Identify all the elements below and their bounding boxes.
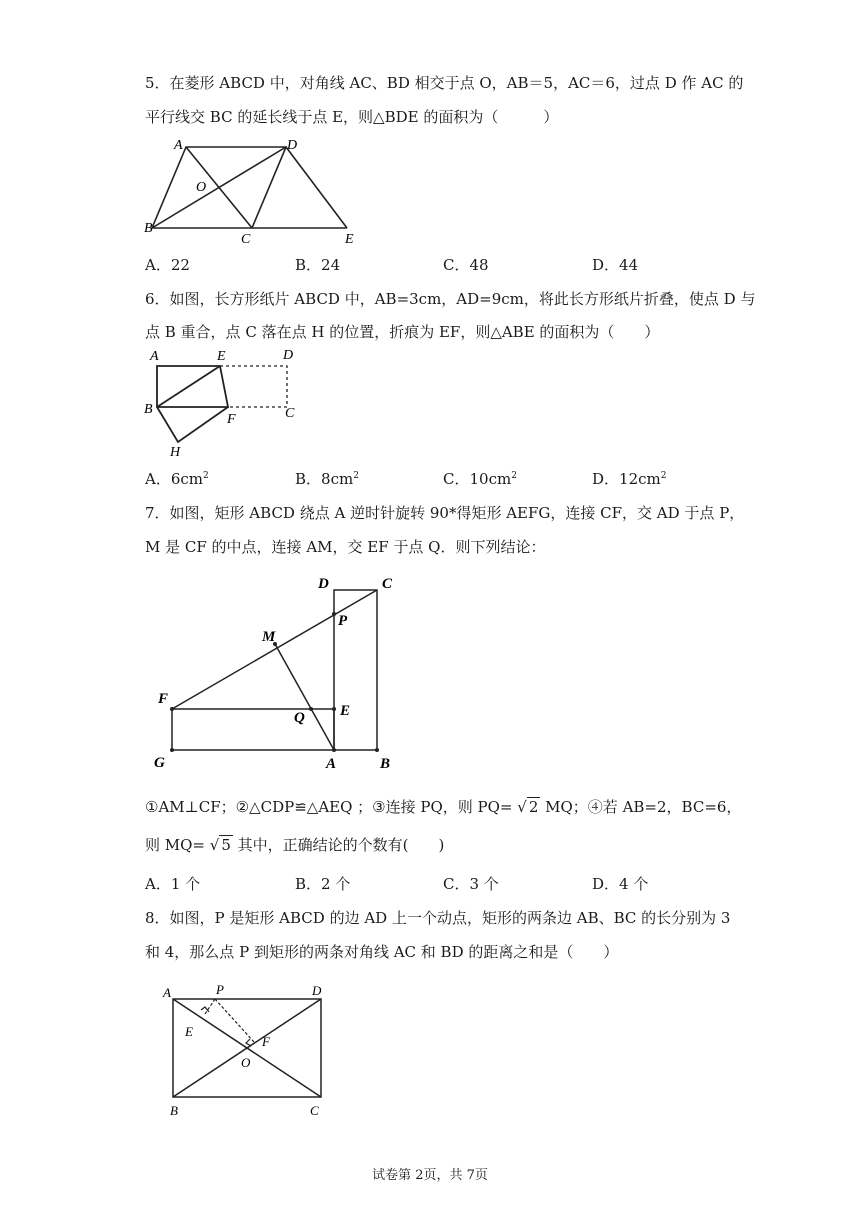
q7-point-b (375, 748, 379, 752)
q7-conclusions-line1: ①AM⊥CF；②△CDP≌△AEQ ；③连接 PQ，则 PQ= √ 2 MQ；④若 AB=2，BC=6， (145, 798, 742, 816)
q6-stem-line2: 点 B 重合，点 C 落在点 H 的位置，折痕为 EF，则△ABE 的面积为（ ） (145, 323, 660, 341)
sqrt-symbol: √ (209, 836, 220, 854)
q7-stem-line2: M 是 CF 的中点，连接 AM，交 EF 于点 Q．则下列结论： (145, 538, 546, 556)
q5-diagonal-bd (152, 147, 286, 228)
q5-option-b[interactable]: B．24 (295, 256, 341, 274)
q7-label-a: A (326, 756, 337, 772)
q5-line-de (286, 147, 347, 228)
q5-label-d: D (287, 138, 298, 153)
page-footer: 试卷第 2页，共 7页 (372, 1168, 488, 1183)
q7-stem-line1: 7．如图，矩形 ABCD 绕点 A 逆时针旋转 90*得矩形 AEFG，连接 CF，交 AD 于点 P， (145, 504, 745, 522)
q7-label-p: P (338, 613, 348, 629)
q5-label-c: C (241, 232, 251, 247)
q7-label-c: C (382, 576, 393, 592)
q8-label-p: P (216, 982, 224, 997)
q5-stem-line2: 平行线交 BC 的延长线于点 E，则△BDE 的面积为（ ） (145, 108, 559, 126)
q8-label-c: C (310, 1103, 319, 1118)
q6-option-c[interactable]: C．$10cm^2$ (443, 470, 517, 488)
q7-option-d[interactable]: D．4 个 (592, 875, 649, 893)
q5-option-a[interactable]: A．22 (145, 256, 190, 274)
q6-line-be (157, 366, 220, 407)
q7-line-cf (172, 590, 377, 709)
q8-right-angle-f (246, 1039, 251, 1046)
q5-label-o: O (196, 180, 207, 195)
q8-dashed-pe (205, 999, 215, 1014)
q7-conclusions-line2: 则 MQ= √ 5 其中，正确结论的个数有( ) (145, 836, 445, 854)
q7-point-a (332, 748, 336, 752)
q8-label-f: F (262, 1034, 270, 1049)
q6-label-d: D (283, 348, 294, 363)
q5-label-e: E (345, 232, 354, 247)
q5-label-a: A (174, 138, 183, 153)
q7-rect-aefg (172, 709, 334, 750)
q6-stem-line1: 6．如图，长方形纸片 ABCD 中，AB=3cm，AD=9cm，将此长方形纸片折叠，使点 D 与 (145, 290, 756, 308)
q6-label-f: F (227, 412, 236, 427)
q8-stem-line1: 8．如图，P 是矩形 ABCD 的边 AD 上一个动点，矩形的两条边 AB、BC 的长分别为 3 (145, 909, 731, 927)
q5-label-b: B (144, 221, 153, 236)
q8-label-o: O (241, 1055, 251, 1070)
q8-label-b: B (170, 1103, 178, 1118)
q8-label-d: D (312, 983, 322, 998)
q5-rhombus-figure (140, 135, 370, 250)
q7-point-f (170, 707, 174, 711)
q8-stem-line2: 和 4，那么点 P 到矩形的两条对角线 AC 和 BD 的距离之和是（ ） (145, 943, 619, 961)
q6-label-h: H (170, 445, 181, 460)
q7-point-p (332, 612, 336, 616)
q5-option-d[interactable]: D．44 (592, 256, 639, 274)
q7-option-b[interactable]: B．2 个 (295, 875, 351, 893)
q5-option-c[interactable]: C．48 (443, 256, 489, 274)
q7-option-a[interactable]: A．1 个 (145, 875, 201, 893)
q6-label-e: E (217, 349, 226, 364)
q6-option-d[interactable]: D．$12cm^2$ (592, 470, 667, 488)
q7-label-g: G (154, 755, 165, 771)
q7-label-f: F (158, 691, 169, 707)
q7-label-m: M (262, 629, 276, 645)
sqrt-symbol: √ (517, 798, 527, 816)
q6-option-b[interactable]: B．$8cm^2$ (295, 470, 359, 488)
q7-option-c[interactable]: C．3 个 (443, 875, 499, 893)
q6-dashed-original-edge (220, 366, 287, 407)
q5-stem-line1: 5．在菱形 ABCD 中，对角线 AC、BD 相交于点 O，AB＝5，AC＝6，过点 D 作 AC 的 (145, 74, 744, 92)
q8-label-a: A (163, 985, 171, 1000)
q7-point-g (170, 748, 174, 752)
q8-dashed-pf (215, 999, 254, 1042)
q7-rotated-rectangle-figure (150, 570, 410, 775)
q7-point-e (332, 707, 336, 711)
q6-label-c: C (285, 406, 295, 421)
q7-point-q (309, 707, 313, 711)
q6-option-a[interactable]: A．$6cm^2$ (145, 470, 209, 488)
q6-label-a: A (150, 349, 159, 364)
q7-label-e: E (340, 703, 351, 719)
q8-label-e: E (185, 1024, 193, 1039)
q7-label-q: Q (294, 710, 305, 726)
q6-flap-bhf (157, 407, 228, 442)
q7-label-d: D (318, 576, 329, 592)
q6-label-b: B (144, 402, 153, 417)
q8-rectangle-figure (158, 982, 338, 1122)
q7-label-b: B (380, 756, 391, 772)
q6-folded-rectangle-figure (140, 345, 310, 460)
q7-line-am (275, 644, 334, 750)
